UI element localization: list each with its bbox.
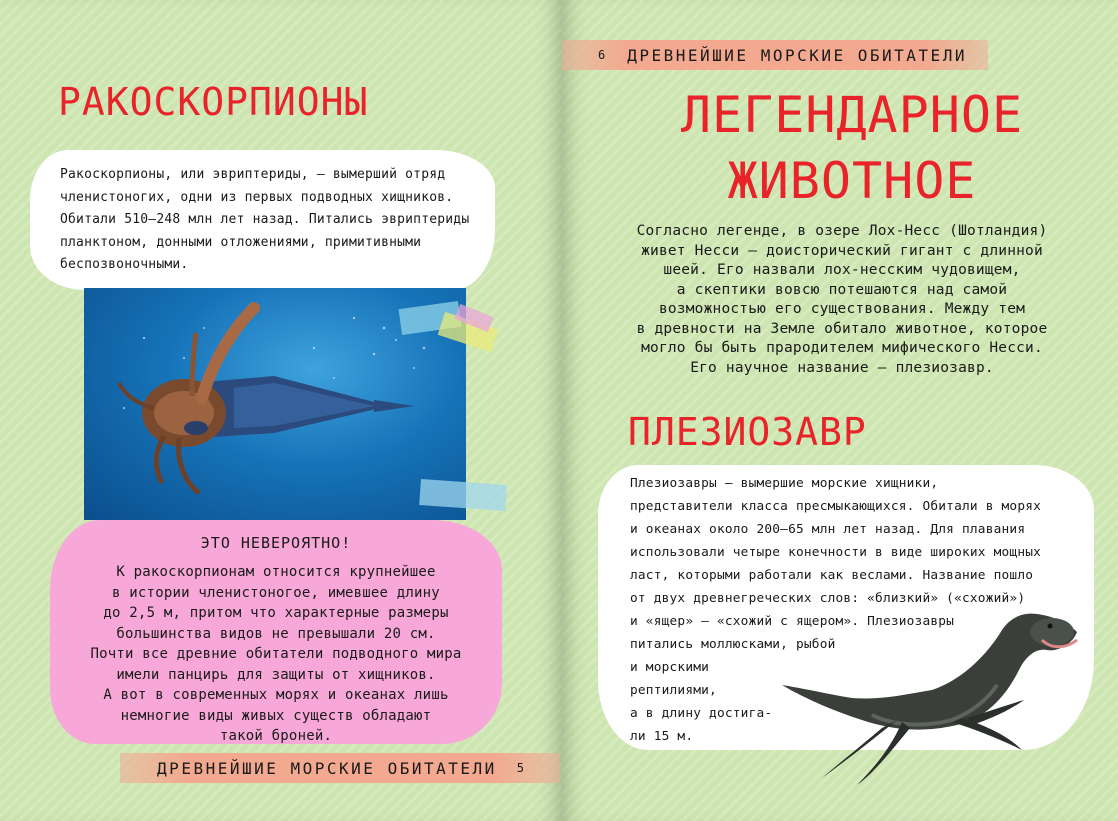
plesio-line: и океанах около 200—65 млн лет назад. Для плавания bbox=[630, 522, 1026, 537]
page-heading-eurypterids: РАКОСКОРПИОНЫ bbox=[58, 80, 369, 124]
fact-line: в истории членистоногое, имевшее длину bbox=[112, 584, 440, 601]
intro-line: Обитали 510—248 млн лет назад. Питались эвриптериды bbox=[60, 212, 470, 227]
plesio-line: а в длину достига- bbox=[630, 706, 773, 721]
plesio-line: ли 15 м. bbox=[630, 729, 694, 744]
legend-line: живет Несси — доисторический гигант с длинной bbox=[641, 242, 1043, 259]
intro-line: беспозвоночными. bbox=[60, 257, 189, 272]
footer-title: ДРЕВНЕЙШИЕ МОРСКИЕ ОБИТАТЕЛИ bbox=[157, 758, 497, 778]
legend-text bbox=[602, 222, 1082, 378]
intro-text bbox=[60, 164, 469, 277]
plesiosaur-illustration bbox=[752, 600, 1092, 790]
intro-line: членистоногих, одни из первых подводных хищников. bbox=[60, 189, 454, 205]
plesio-line: рептилиями, bbox=[630, 683, 717, 698]
fact-box-text bbox=[50, 562, 502, 747]
legend-heading bbox=[622, 82, 1082, 214]
plesio-line: представители класса пресмыкающихся. Обитали в морях bbox=[630, 499, 1042, 514]
plesio-line: Плезиозавры — вымершие морские хищники, bbox=[630, 476, 939, 491]
plesio-line: ласт, которыми работали как веслами. Название пошло bbox=[630, 568, 1034, 583]
legend-line: возможностью его существования. Между тем bbox=[658, 301, 1026, 317]
fact-box-title: ЭТО НЕВЕРОЯТНО! bbox=[200, 534, 352, 552]
legend-line: Согласно легенде, в озере Лох-Несс (Шотландия) bbox=[636, 223, 1048, 239]
fact-line: Почти все древние обитатели подводного мира bbox=[90, 646, 462, 662]
fact-line: К ракоскорпионам относится крупнейшее bbox=[116, 564, 436, 580]
footer-banner bbox=[120, 753, 560, 783]
plesio-line: и «ящер» — «схожий с ящером». Плезиозавры bbox=[630, 614, 955, 629]
page-number: 6 bbox=[598, 48, 606, 62]
fact-line: большинства видов не превышали 20 см. bbox=[116, 625, 436, 642]
fact-line: немногие виды живых существ обладают bbox=[120, 707, 432, 724]
legend-heading-line: ЛЕГЕНДАРНОЕ bbox=[680, 86, 1024, 144]
intro-line: планктоном, донными отложениями, примитивными bbox=[60, 234, 422, 250]
legend-line: а скептики вовсю потешаются над самой bbox=[676, 281, 1008, 298]
fact-line: имели панцирь для защиты от хищников. bbox=[116, 666, 436, 683]
plesio-line: использовали четыре конечности в виде широких мощных bbox=[630, 545, 1042, 560]
plesio-line: питались моллюсками, рыбой bbox=[630, 637, 836, 652]
plesiosaur-heading: ПЛЕЗИОЗАВР bbox=[628, 410, 867, 454]
legend-line: Его научное название — плезиозавр. bbox=[690, 359, 994, 376]
fact-line: А вот в современных морях и океанах лишь bbox=[103, 687, 449, 703]
legend-line: в древности на Земле обитало животное, которое bbox=[636, 320, 1048, 337]
plesio-line: от двух древнегреческих слов: «близкий» («схожий») bbox=[630, 591, 1026, 606]
header-title: ДРЕВНЕЙШИЕ МОРСКИЕ ОБИТАТЕЛИ bbox=[627, 45, 967, 65]
intro-line: Ракоскорпионы, или эвриптериды, — вымерший отряд bbox=[60, 167, 446, 182]
legend-line: шеей. Его назвали лох-несским чудовищем, bbox=[663, 262, 1021, 278]
fact-line: до 2,5 м, притом что характерные размеры bbox=[103, 605, 449, 621]
plesio-line: и морскими bbox=[630, 660, 710, 675]
legend-line: могло бы быть прародителем мифического Несси. bbox=[641, 340, 1043, 356]
header-banner bbox=[562, 40, 988, 70]
page-number: 5 bbox=[516, 761, 524, 775]
legend-heading-line: ЖИВОТНОЕ bbox=[727, 152, 977, 210]
right-page bbox=[562, 0, 1118, 821]
fact-line: такой броней. bbox=[219, 728, 333, 744]
